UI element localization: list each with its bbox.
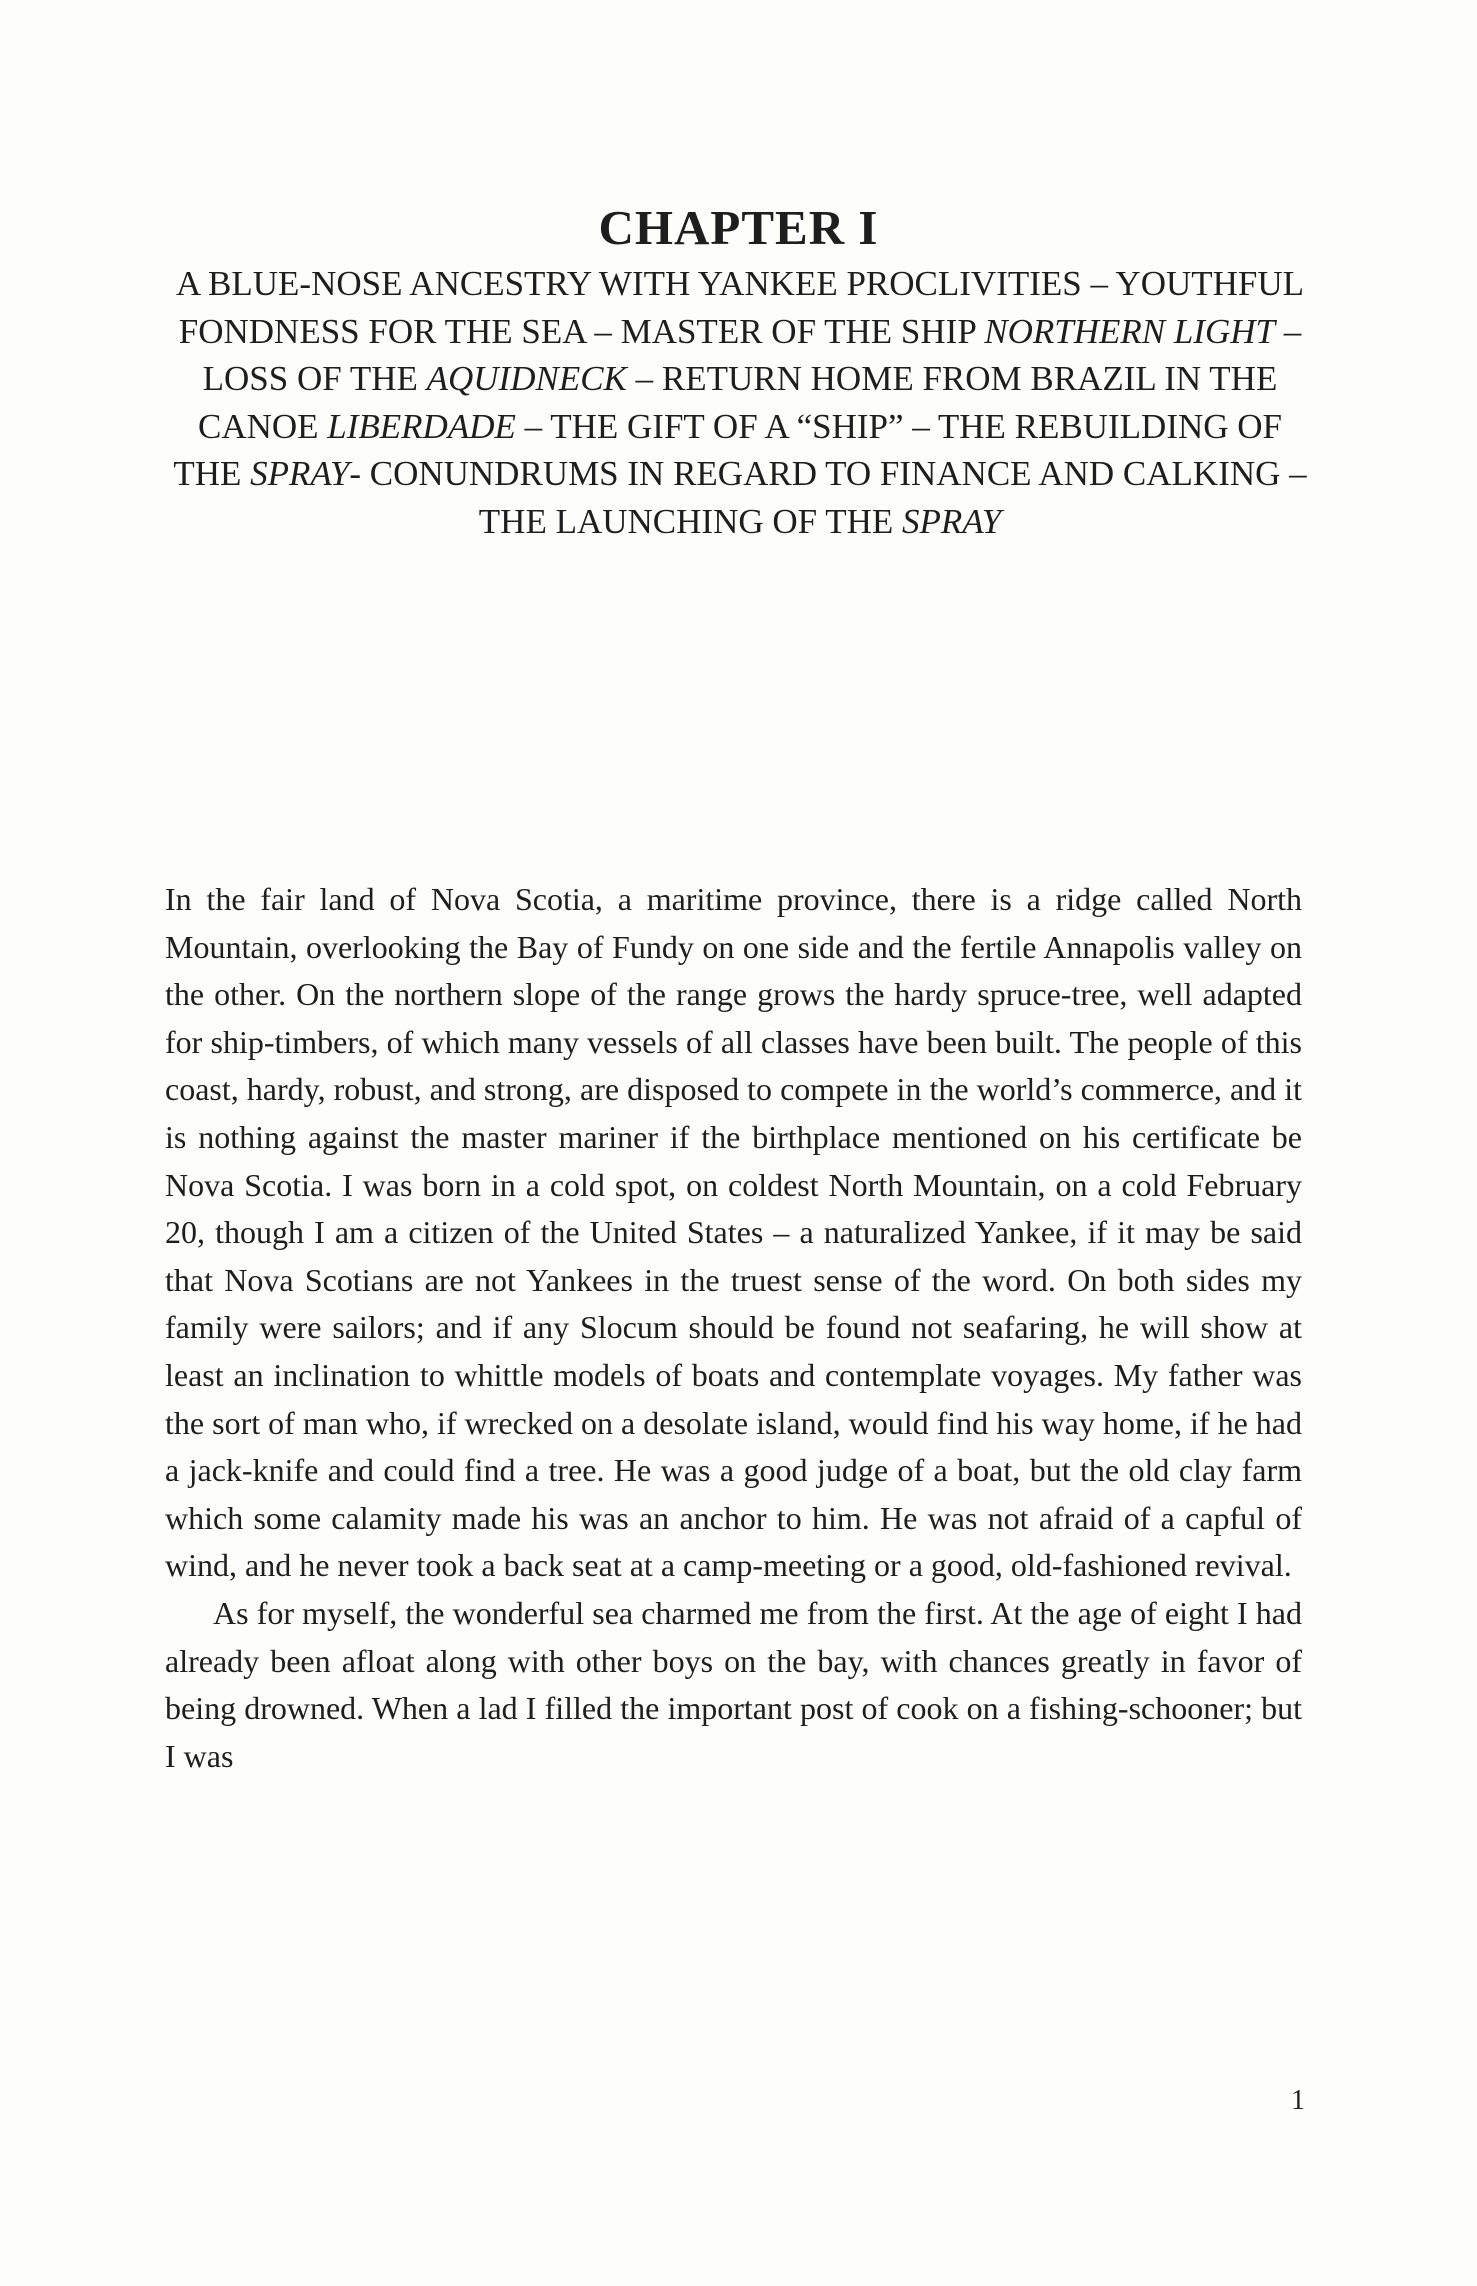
summary-ship-name-spray: SPRAY	[250, 454, 350, 494]
summary-ship-name-northern-light: NORTHERN LIGHT	[984, 311, 1275, 351]
chapter-summary	[160, 260, 1320, 546]
paragraph-2: As for myself, the wonderful sea charmed me from the first. At the age of eight I had already been afloat along with other boys on the bay, with chances greatly in favor of being drowned. When a lad I filled the important post of cook on a fishing-schooner; but I was	[165, 1594, 1302, 1774]
summary-segment: – THE GIFT OF A “SHIP” – THE REBUILDING OF THE	[173, 406, 1283, 494]
summary-segment: - CONUNDRUMS IN REGARD TO FINANCE AND CALKING – THE LAUNCHING OF THE	[349, 454, 1307, 541]
summary-ship-name-aquidneck: AQUIDNECK	[426, 359, 627, 399]
paragraph-1: In the fair land of Nova Scotia, a maritime province, there is a ridge called North Mountain, overlooking the Bay of Fundy on one side and the fertile Annapolis valley on the other. On the northern slope of the range grows the hardy spruce-tree, well adapted for ship-timbers, of which many vessels of all classes have been built. The people of this coast, hardy, robust, and strong, are disposed to compete in the world’s commerce, and it is nothing against the master mariner if the birthplace mentioned on his certificate be Nova Scotia. I was born in a cold spot, on coldest North Mountain, on a cold February 20, though I am a citizen of the United States – a naturalized Yankee, if it may be said that Nova Scotians are not Yankees in the truest sense of the word. On both sides my family were sailors; and if any Slocum should be found not seafaring, he will show at least an inclination to whittle models of boats and contemplate voyages. My father was the sort of man who, if wrecked on a desolate island, would find his way home, if he had a jack-knife and could find a tree. He was a good judge of a boat, but the old clay farm which some calamity made his was an anchor to him. He was not afraid of a capful of wind, and he never took a back seat at a camp-meeting or a good, old-fashioned revival.	[165, 881, 1302, 1584]
summary-ship-name-spray: SPRAY	[902, 501, 1002, 541]
summary-segment: A BLUE-NOSE ANCESTRY WITH YANKEE PROCLIVITIES – YOUTHFUL FONDNESS FOR THE SEA – MASTER OF THE SHIP	[175, 264, 1305, 351]
summary-segment: – LOSS OF THE	[202, 311, 1302, 399]
summary-canoe-name-liberdade: LIBERDADE	[327, 406, 516, 446]
body-text	[165, 876, 1302, 1780]
summary-segment: – RETURN HOME FROM BRAZIL IN THE CANOE	[197, 359, 1278, 446]
page-number: 1	[1291, 2085, 1305, 2116]
chapter-title: CHAPTER I	[598, 200, 879, 255]
